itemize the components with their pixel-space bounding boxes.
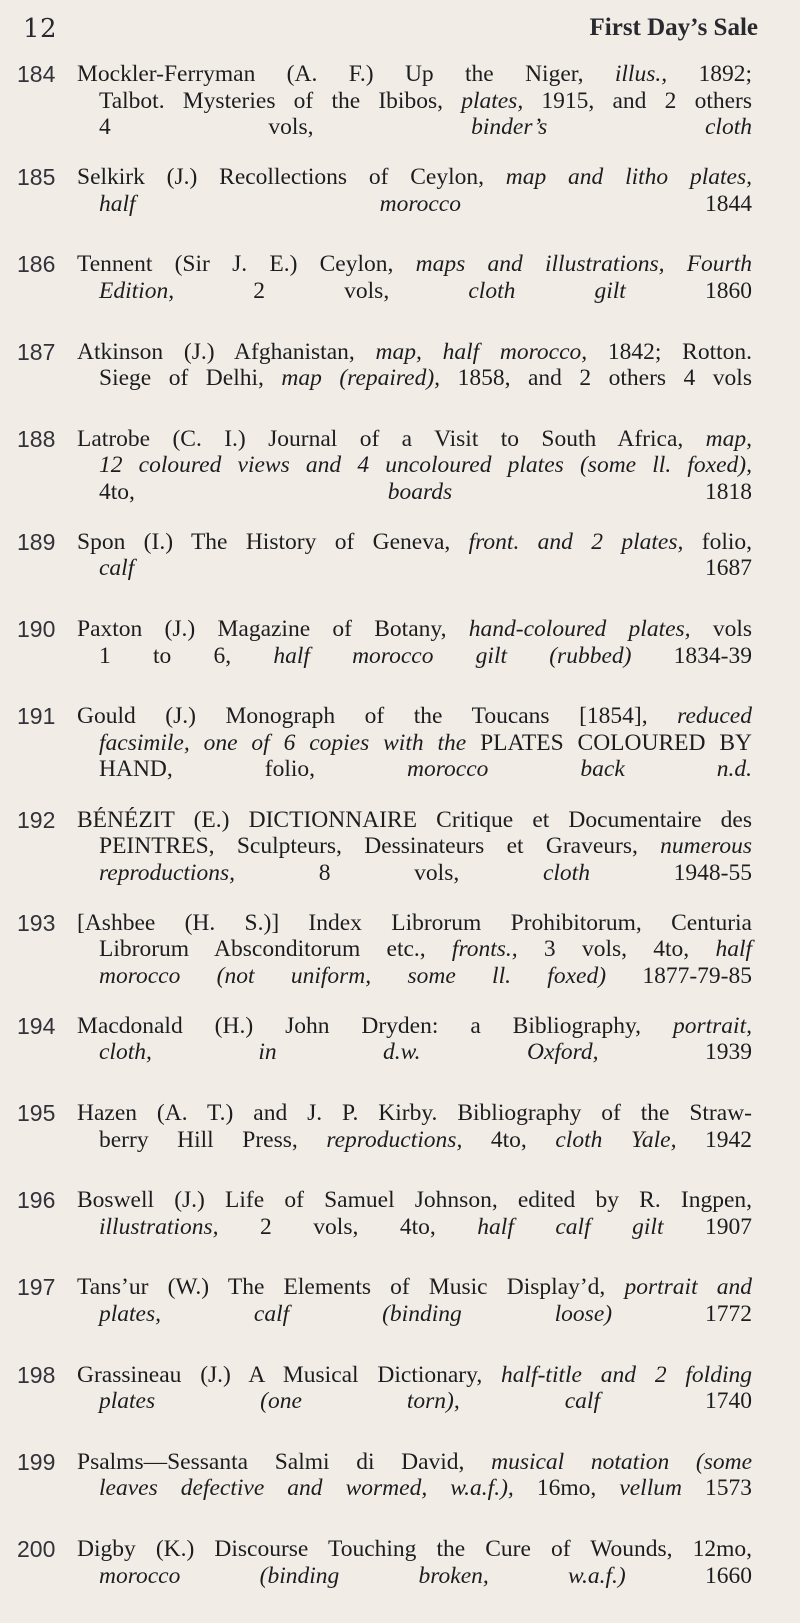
lot-number: 195 <box>17 1100 56 1127</box>
description-text: illustrations, <box>99 1213 219 1240</box>
description-text: 1948-55 <box>589 859 752 886</box>
running-title: First Day’s Sale <box>589 14 758 41</box>
lot-entry <box>0 1274 800 1354</box>
lot-description <box>77 1362 752 1415</box>
description-line <box>77 1388 752 1415</box>
description-text: cloth <box>542 859 590 886</box>
lot-description <box>77 1536 752 1589</box>
description-text: cloth, in d.w. <box>99 1039 421 1066</box>
description-text: 1860 <box>625 277 752 304</box>
description-text: 1858, and 2 others 4 vols <box>440 365 752 392</box>
lot-number: 193 <box>17 909 56 936</box>
description-line <box>77 88 752 115</box>
lot-description <box>77 251 752 304</box>
description-text: morocco (binding broken, w.a.f.) <box>99 1562 626 1589</box>
lot-number: 192 <box>17 806 56 833</box>
description-text: folio, <box>683 528 753 555</box>
lot-description <box>77 339 752 392</box>
description-text: PLATES COLOURED BY <box>466 729 752 756</box>
description-line <box>77 910 752 937</box>
description-text: Latrobe (C. I.) Journal of a Visit to South Africa, <box>77 425 706 452</box>
description-line <box>77 191 752 218</box>
lot-description <box>77 807 752 887</box>
description-text: Grassineau (J.) A Musical Dictionary, <box>77 1361 502 1388</box>
lot-number: 197 <box>17 1274 56 1301</box>
description-text: 1915, and 2 others <box>523 87 752 114</box>
description-text <box>421 1039 527 1065</box>
description-line <box>77 479 752 506</box>
description-text: map and litho plates, <box>505 164 752 191</box>
page-number: 12 <box>23 14 58 44</box>
description-text: berry Hill Press, <box>99 1126 327 1153</box>
description-line <box>77 1563 752 1590</box>
description-text: leaves defective and wormed, w.a.f.), <box>99 1475 514 1502</box>
description-line <box>77 1449 752 1476</box>
description-line <box>77 61 752 88</box>
description-text: portrait, <box>672 1012 752 1039</box>
description-text: 1892; <box>667 61 752 87</box>
description-text: 1834-39 <box>631 642 752 669</box>
description-text: Yale, <box>630 1126 677 1153</box>
description-text: 4 vols, <box>99 114 472 140</box>
description-line <box>77 1362 752 1389</box>
description-text: 1660 <box>625 1562 752 1589</box>
lot-entry <box>0 1013 800 1093</box>
description-text: boards <box>387 478 453 505</box>
description-line <box>77 529 752 556</box>
description-line <box>77 426 752 453</box>
lot-entry <box>0 164 800 244</box>
description-text: vellum <box>619 1475 682 1502</box>
description-text: Oxford, <box>526 1039 599 1066</box>
lot-description <box>77 426 752 506</box>
lot-number: 186 <box>17 251 56 278</box>
description-line <box>77 756 752 783</box>
lot-description <box>77 1013 752 1066</box>
description-text: Gould (J.) Monograph of the Toucans [1854], <box>77 703 678 730</box>
lot-number: 189 <box>17 528 56 555</box>
description-text: maps and illustrations, Fourth <box>415 251 752 278</box>
description-text: 1907 <box>663 1213 753 1240</box>
description-text: map (repaired), <box>281 365 441 392</box>
description-text: musical notation (some <box>491 1448 752 1475</box>
description-line <box>77 1475 752 1502</box>
description-text: map, <box>705 425 752 452</box>
lot-entry <box>0 426 800 522</box>
description-line <box>77 963 752 990</box>
description-line <box>77 339 752 366</box>
description-text: 2 vols, 4to, <box>218 1213 478 1240</box>
lot-number: 188 <box>17 425 56 452</box>
lot-number: 187 <box>17 338 56 365</box>
description-text: PEINTRES, Sculpteurs, Dessinateurs et Graveurs, <box>99 833 661 859</box>
description-line <box>77 833 752 860</box>
description-text: portrait and <box>624 1274 752 1301</box>
lot-list <box>0 61 800 1623</box>
lot-number: 200 <box>17 1536 56 1562</box>
description-text: Atkinson (J.) Afghanistan, <box>77 338 376 365</box>
description-text: numerous <box>660 833 752 859</box>
lot-description <box>77 1100 752 1153</box>
description-text: morocco (not uniform, some ll. foxed) <box>99 962 607 989</box>
description-line <box>77 643 752 670</box>
description-text: Spon (I.) The History of Geneva, <box>77 528 469 555</box>
lot-description <box>77 910 752 990</box>
lot-number: 185 <box>17 164 56 191</box>
lot-description <box>77 164 752 217</box>
description-text <box>602 1127 631 1153</box>
lot-entry <box>0 807 800 903</box>
lot-description <box>77 1187 752 1240</box>
description-text: 1877-79-85 <box>606 962 752 989</box>
description-text: 1942 <box>676 1126 753 1153</box>
lot-entry <box>0 61 800 157</box>
description-text: 8 vols, <box>235 859 543 886</box>
description-text: 1844 <box>460 190 752 217</box>
description-text: 1740 <box>600 1388 752 1415</box>
description-text: HAND, folio, <box>99 756 408 783</box>
description-text: 3 vols, 4to, <box>517 936 716 963</box>
description-text: half calf gilt <box>477 1213 664 1240</box>
description-text: plates, calf (binding loose) <box>99 1300 613 1327</box>
description-text: Librorum Absconditorum etc., <box>99 936 452 963</box>
description-text: Edition, <box>99 277 175 304</box>
lot-number: 199 <box>17 1448 56 1475</box>
lot-description <box>77 1274 752 1327</box>
description-text: plates, <box>461 87 524 114</box>
description-text: 1772 <box>612 1300 752 1327</box>
description-text: hand-coloured plates, <box>468 616 691 643</box>
description-line <box>77 1536 752 1563</box>
lot-entry <box>0 251 800 331</box>
lot-number: 191 <box>17 703 56 730</box>
description-text: cloth <box>555 1126 603 1153</box>
lot-description <box>77 703 752 783</box>
description-text: Tans’ur (W.) The Elements of Music Display’d, <box>77 1274 625 1301</box>
description-line <box>77 164 752 191</box>
lot-entry <box>0 1449 800 1529</box>
description-line <box>77 936 752 963</box>
description-text: BÉNÉZIT (E.) DICTIONNAIRE Critique et Documentaire des <box>77 806 752 833</box>
description-text: Boswell (J.) Life of Samuel Johnson, edited by R. Ingpen, <box>77 1187 752 1214</box>
description-text: calf <box>99 555 135 582</box>
description-text: Hazen (A. T.) and J. P. Kirby. Bibliography of the Straw- <box>77 1100 752 1127</box>
description-line <box>77 365 752 392</box>
description-text: reproductions, <box>99 859 235 886</box>
description-text: plates (one torn), calf <box>99 1388 600 1415</box>
lot-number: 184 <box>17 61 56 87</box>
description-line <box>77 1127 752 1154</box>
lot-description <box>77 1449 752 1502</box>
description-text: Paxton (J.) Magazine of Botany, <box>77 616 469 643</box>
description-text: Psalms—Sessanta Salmi di David, <box>77 1448 492 1475</box>
description-text: map, half morocco, <box>375 338 588 365</box>
lot-number: 190 <box>17 616 56 643</box>
description-text: Macdonald (H.) John Dryden: a Bibliography, <box>77 1012 673 1039</box>
description-text: 16mo, <box>513 1475 620 1502</box>
description-text: Siege of Delhi, <box>99 365 282 392</box>
description-line <box>77 1214 752 1241</box>
description-line <box>77 1301 752 1328</box>
description-text: 1818 <box>452 478 753 505</box>
description-text <box>625 756 717 782</box>
description-text: 1842; Rotton. <box>587 338 753 365</box>
description-text: fronts., <box>451 936 518 963</box>
description-text: half morocco gilt (rubbed) <box>273 642 632 669</box>
description-text: Talbot. Mysteries of the Ibibos, <box>99 87 462 114</box>
page-header <box>0 14 800 54</box>
description-text: n.d. <box>716 756 752 783</box>
lot-number: 198 <box>17 1361 56 1388</box>
description-line <box>77 703 752 730</box>
description-text: 1 to 6, <box>99 642 274 669</box>
description-line <box>77 251 752 278</box>
lot-entry <box>0 1536 800 1616</box>
description-text: morocco back <box>407 756 625 783</box>
description-text: 4to, <box>462 1126 556 1153</box>
description-line <box>77 555 752 582</box>
description-line <box>77 807 752 834</box>
description-line <box>77 452 752 479</box>
description-text: cloth gilt <box>468 277 626 304</box>
description-line <box>77 730 752 757</box>
description-line <box>77 860 752 887</box>
description-text: Selkirk (J.) Recollections of Ceylon, <box>77 164 506 191</box>
description-text: reduced <box>677 703 752 730</box>
description-text: 1939 <box>598 1039 753 1066</box>
description-text: 1687 <box>134 555 752 582</box>
description-text: 12 coloured views and 4 uncoloured plates (some ll. foxed), <box>99 452 752 479</box>
description-text: facsimile, one of 6 copies with the <box>99 729 467 756</box>
lot-number: 194 <box>17 1012 56 1039</box>
description-text: Tennent (Sir J. E.) Ceylon, <box>77 251 416 278</box>
lot-entry <box>0 910 800 1006</box>
description-text: 4to, <box>99 478 388 505</box>
description-line <box>77 278 752 305</box>
lot-description <box>77 61 752 141</box>
lot-description <box>77 529 752 582</box>
description-text: illus., <box>614 61 668 87</box>
lot-entry <box>0 1187 800 1267</box>
description-text: Digby (K.) Discourse Touching the Cure of Wounds, 12mo, <box>77 1536 752 1562</box>
description-line <box>77 1274 752 1301</box>
description-text: front. and 2 plates, <box>468 528 684 555</box>
description-text: half-title and 2 folding <box>501 1361 752 1388</box>
description-line <box>77 114 752 141</box>
lot-entry <box>0 616 800 696</box>
description-line <box>77 1039 752 1066</box>
description-text: half <box>715 936 752 963</box>
description-line <box>77 1100 752 1127</box>
lot-entry <box>0 1100 800 1180</box>
description-text: 1573 <box>681 1475 753 1502</box>
lot-entry <box>0 529 800 609</box>
lot-entry <box>0 703 800 799</box>
description-line <box>77 1013 752 1040</box>
description-text: vols <box>690 616 753 643</box>
description-line <box>77 616 752 643</box>
description-text: reproductions, <box>326 1126 463 1153</box>
lot-description <box>77 616 752 669</box>
description-line <box>77 1187 752 1214</box>
description-text: binder’s cloth <box>471 114 752 140</box>
lot-entry <box>0 339 800 419</box>
lot-entry <box>0 1362 800 1442</box>
description-text: 2 vols, <box>174 277 469 304</box>
description-text: half morocco <box>99 190 461 217</box>
description-text: Mockler-Ferryman (A. F.) Up the Niger, <box>77 61 615 87</box>
lot-number: 196 <box>17 1187 56 1214</box>
description-text: [Ashbee (H. S.)] Index Librorum Prohibitorum, Centuria <box>77 909 752 936</box>
